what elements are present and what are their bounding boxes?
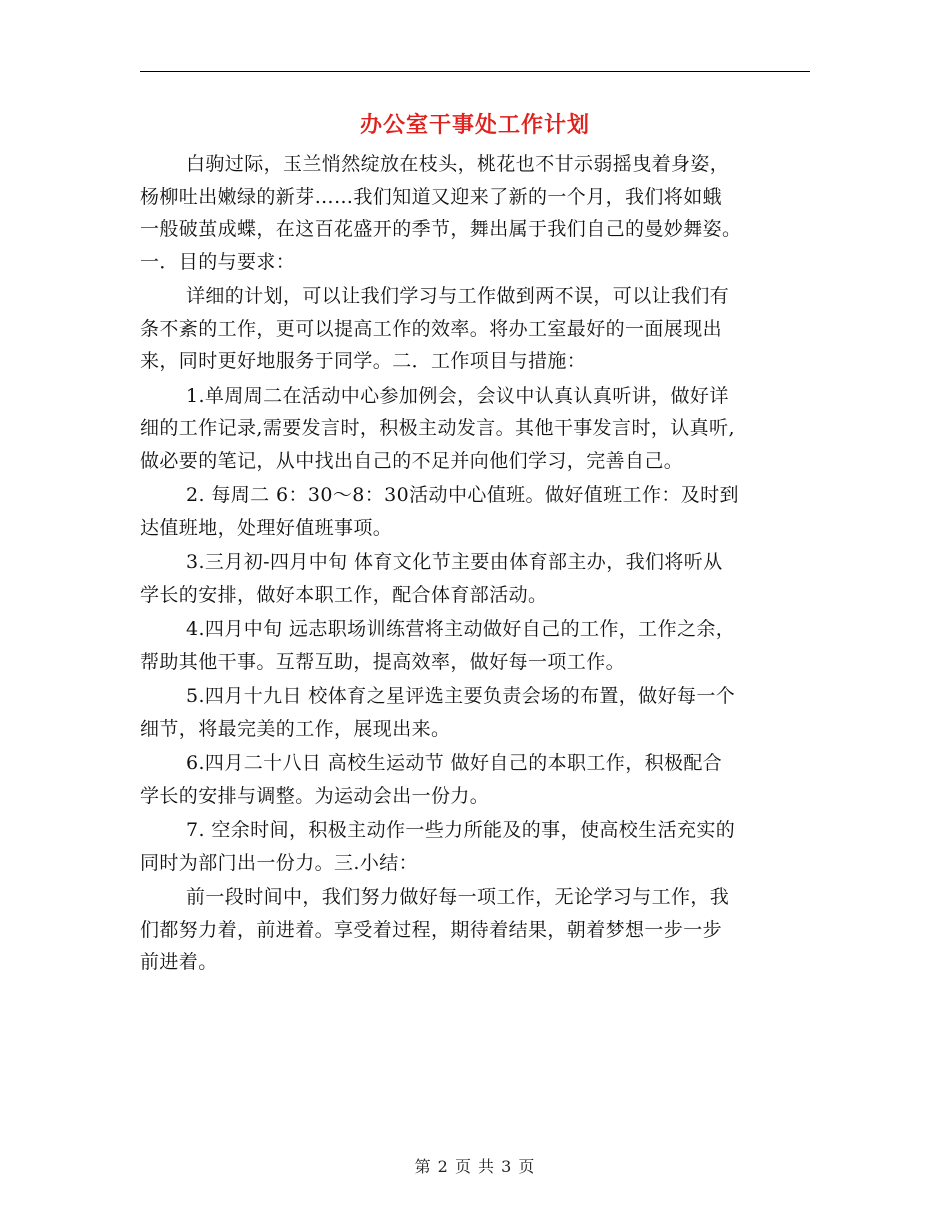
- text-line: 来，同时更好地服务于同学。二．工作项目与措施：: [140, 350, 587, 372]
- text-line: 们都努力着，前进着。享受着过程，期待着结果，朝着梦想一步一步: [140, 918, 723, 941]
- text-line: 帮助其他干事。互帮互助，提高效率，做好每一项工作。: [140, 650, 626, 673]
- text-line: 白驹过际，玉兰悄然绽放在枝头，桃花也不甘示弱摇曳着身姿，: [186, 153, 730, 175]
- document-title: 办公室干事处工作计划: [359, 112, 590, 138]
- list-item: [140, 747, 810, 812]
- text-line: 条不紊的工作，更可以提高工作的效率。将办工室最好的一面展现出: [140, 317, 723, 340]
- list-item: [140, 380, 810, 478]
- text-line: 7. 空余时间，积极主动作一些力所能及的事，使高校生活充实的: [186, 819, 736, 841]
- text-line: 学长的安排与调整。为运动会出一份力。: [140, 784, 490, 807]
- document-body: [140, 148, 810, 981]
- text-line: 4.四月中旬 远志职场训练营将主动做好自己的工作，工作之余，: [186, 618, 736, 640]
- list-item: [140, 479, 810, 544]
- text-line: 杨柳吐出嫩绿的新芽……我们知道又迎来了新的一个月，我们将如蛾: [140, 185, 723, 208]
- text-line: 3.三月初-四月中旬 体育文化节主要由体育部主办，我们将听从: [186, 551, 723, 573]
- list-item: [140, 814, 810, 879]
- section-heading: 一．目的与要求：: [140, 250, 296, 273]
- text-line: 5.四月十九日 校体育之星评选主要负责会场的布置，做好每一个: [186, 685, 736, 707]
- text-line: 详细的计划，可以让我们学习与工作做到两不误，可以让我们有: [186, 285, 730, 307]
- list-item: [140, 680, 810, 745]
- text-line: 前一段时间中，我们努力做好每一项工作，无论学习与工作，我: [186, 886, 730, 908]
- text-line: 2. 每周二 6：30～8：30活动中心值班。做好值班工作：及时到: [186, 484, 739, 506]
- text-line: 做必要的笔记，从中找出自己的不足并向他们学习，完善自己。: [140, 449, 684, 472]
- text-line: 同时为部门出一份力。三.小结：: [140, 851, 419, 874]
- text-line: 前进着。: [140, 951, 218, 973]
- text-line: 一般破茧成蝶，在这百花盛开的季节，舞出属于我们自己的曼妙舞姿。: [140, 218, 742, 240]
- text-line: 细的工作记录,需要发言时，积极主动发言。其他干事发言时，认真听,: [140, 417, 735, 439]
- text-line: 6.四月二十八日 高校生运动节 做好自己的本职工作，积极配合: [186, 752, 723, 774]
- paragraph-purpose: [140, 280, 810, 378]
- list-item: [140, 546, 810, 611]
- text-line: 细节，将最完美的工作，展现出来。: [140, 717, 451, 740]
- text-line: 1.单周周二在活动中心参加例会，会议中认真认真听讲，做好详: [186, 384, 729, 407]
- header-rule: [140, 71, 810, 72]
- paragraph-summary: [140, 881, 810, 979]
- list-item: [140, 613, 810, 678]
- paragraph-intro: [140, 148, 810, 278]
- page-footer: 第 2 页 共 3 页: [414, 1157, 536, 1176]
- text-line: 达值班地，处理好值班事项。: [140, 516, 393, 539]
- text-line: 学长的安排，做好本职工作，配合体育部活动。: [140, 583, 548, 606]
